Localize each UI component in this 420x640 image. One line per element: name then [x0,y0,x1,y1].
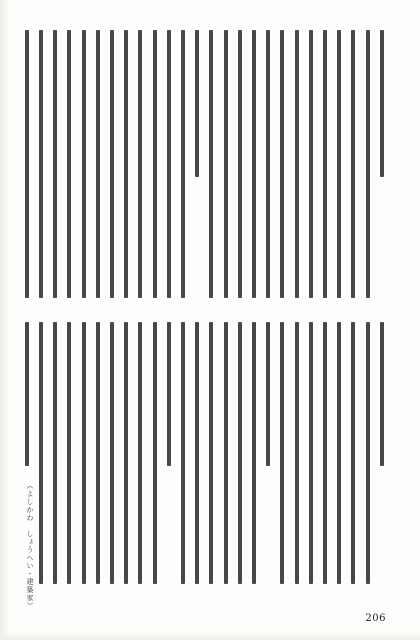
text-column [209,30,213,298]
text-column [110,322,114,584]
text-column [295,322,299,584]
text-column [195,322,199,584]
text-column [153,30,157,298]
text-column [67,322,71,584]
text-column [280,322,284,584]
text-column [337,322,341,584]
text-column [124,30,128,298]
lower-text-block [22,322,394,584]
scan-shadow-left [0,0,10,640]
text-column [266,322,270,466]
text-column [124,322,128,584]
text-column [96,322,100,584]
text-column [238,322,242,584]
text-column [167,322,171,466]
text-column [252,30,256,298]
text-column [323,322,327,584]
text-column [25,322,29,466]
text-column [153,322,157,584]
text-column [323,30,327,298]
text-column [295,30,299,298]
text-column [39,322,43,584]
text-column [380,322,384,466]
text-column [238,30,242,298]
page-number: 206 [365,613,386,624]
text-column [209,322,213,584]
text-column [309,322,313,584]
text-column [280,30,284,298]
text-column [224,322,228,584]
text-column [138,30,142,298]
text-column [39,30,43,298]
text-column [96,30,100,298]
text-column [138,322,142,584]
text-column [53,322,57,584]
text-column [337,30,341,298]
text-column [309,30,313,298]
author-credit: （よしかわ しょうへい・建築家） [26,482,34,610]
text-column [181,322,185,584]
text-column [82,322,86,584]
text-column [366,322,370,584]
text-column [224,30,228,298]
text-column [67,30,71,298]
text-column [53,30,57,298]
text-column [266,30,270,298]
text-column [195,30,199,177]
scan-shadow-bottom [0,632,420,640]
text-column [82,30,86,298]
text-column [167,30,171,298]
text-column [25,30,29,298]
text-column [351,322,355,584]
text-column [351,30,355,298]
text-column [366,30,370,298]
text-column [110,30,114,298]
text-column [252,322,256,584]
text-column [181,30,185,298]
text-column [380,30,384,177]
upper-text-block [22,30,394,298]
